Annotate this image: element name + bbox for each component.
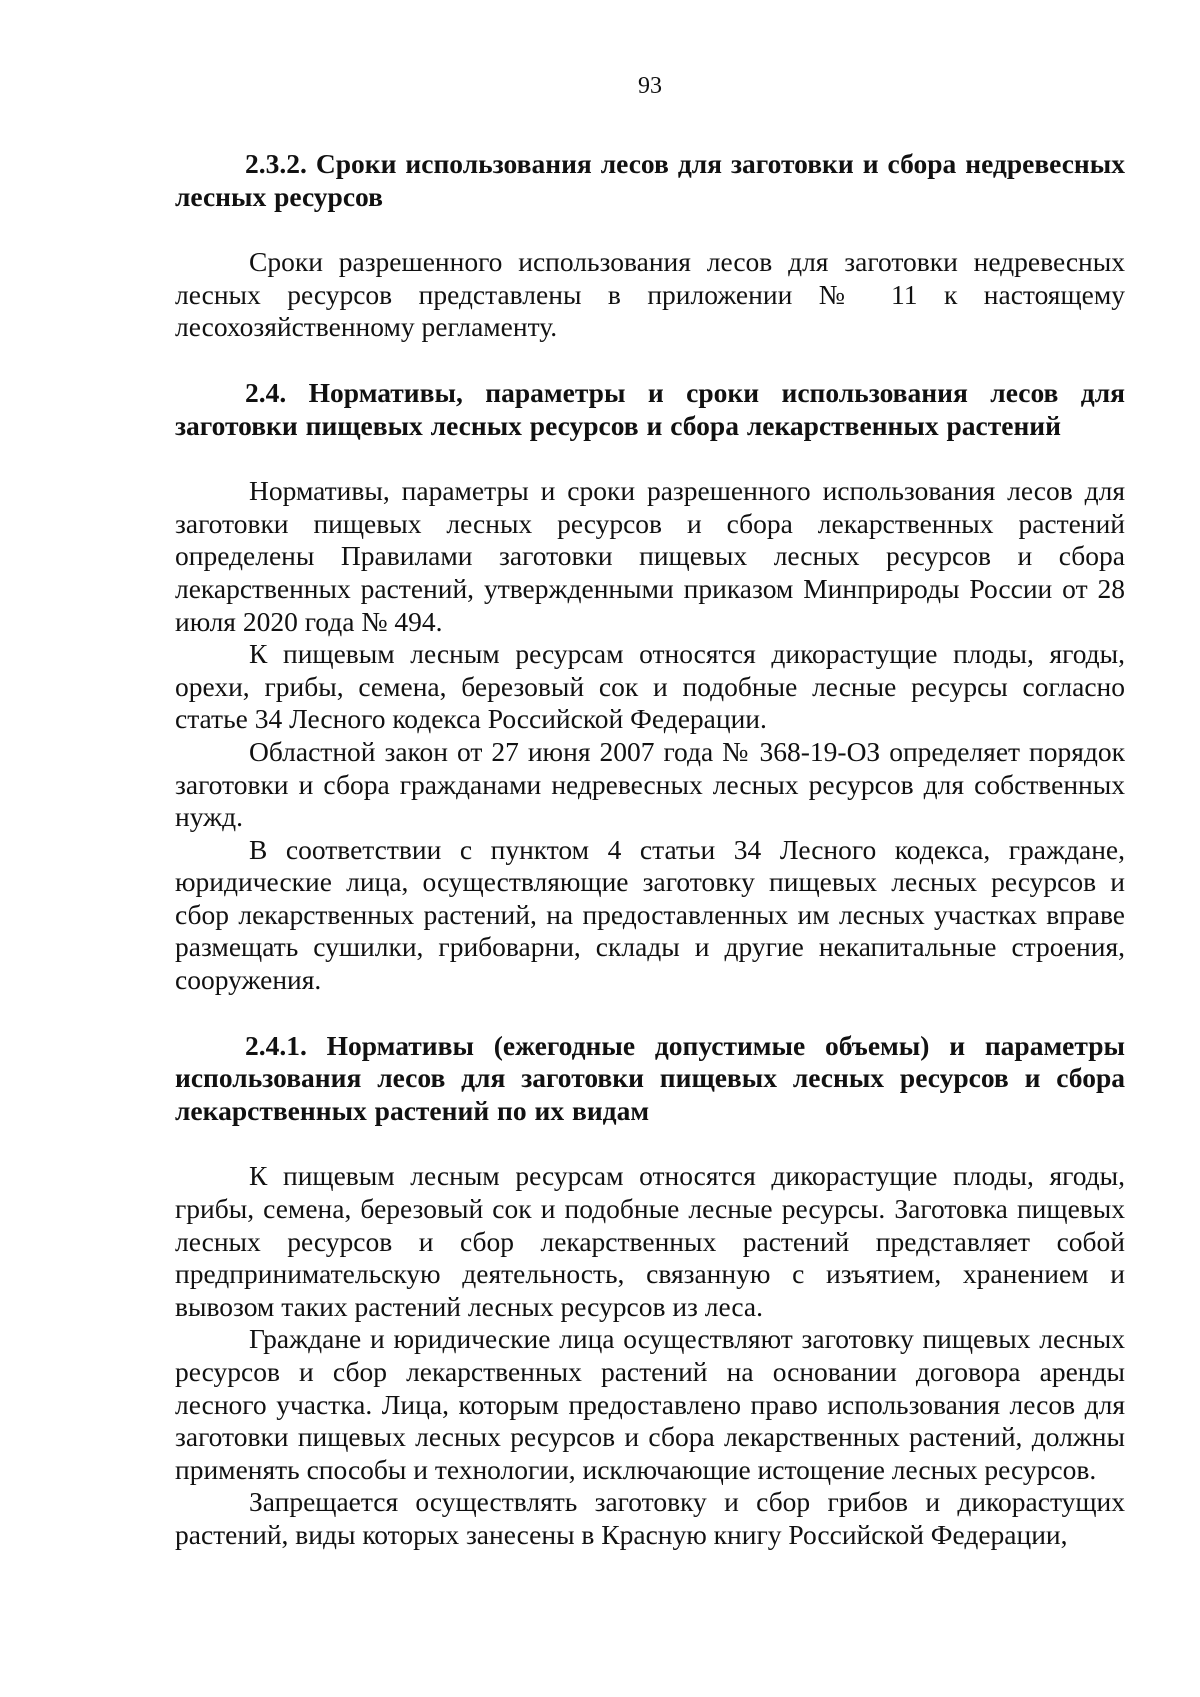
paragraph: Нормативы, параметры и сроки разрешенного использования лесов для заготовки пищевых лесных ресурсов и сбора лекарственных растений определены Правилами заготовки пищевых лесных ресурсов и сбора лекарственных растений, утвержденными приказом Минприроды России от 28 июля 2020 года № 494.	[175, 475, 1125, 637]
paragraph: В соответствии с пунктом 4 статьи 34 Лесного кодекса, граждане, юридические лица, осуществляющие заготовку пищевых лесных ресурсов и сбор лекарственных растений, на предоставленных им лесных участках вправе размещать сушилки, грибоварни, склады и другие некапитальные строения, сооружения.	[175, 833, 1125, 996]
page-content	[175, 148, 1125, 1552]
paragraph: Граждане и юридические лица осуществляют заготовку пищевых лесных ресурсов и сбор лекарственных растений на основании договора аренды лесного участка. Лица, которым предоставлено право использования лесов для заготовки пищевых лесных ресурсов и сбора лекарственных растений, должны применять способы и технологии, исключающие истощение лесных ресурсов.	[175, 1323, 1125, 1485]
page-number: 93	[638, 73, 662, 99]
section-heading-2-4: 2.4. Нормативы, параметры и сроки использования лесов для заготовки пищевых лесных ресурсов и сбора лекарственных растений	[175, 376, 1125, 441]
section-2-3-2	[175, 148, 1125, 344]
paragraph: К пищевым лесным ресурсам относятся дикорастущие плоды, ягоды, грибы, семена, березовый сок и подобные лесные ресурсы. Заготовка пищевых лесных ресурсов и сбор лекарственных растений представляет собой предпринимательскую деятельность, связанную с изъятием, хранением и вывозом таких растений лесных ресурсов из леса.	[175, 1160, 1125, 1322]
paragraph: Областной закон от 27 июня 2007 года № 368-19-ОЗ определяет порядок заготовки и сбора гражданами недревесных лесных ресурсов для собственных нужд.	[175, 735, 1125, 833]
section-heading-2-4-1: 2.4.1. Нормативы (ежегодные допустимые объемы) и параметры использования лесов для заготовки пищевых лесных ресурсов и сбора лекарственных растений по их видам	[175, 1029, 1125, 1126]
paragraph: К пищевым лесным ресурсам относятся дикорастущие плоды, ягоды, орехи, грибы, семена, березовый сок и подобные лесные ресурсы согласно статье 34 Лесного кодекса Российской Федерации.	[175, 638, 1125, 735]
paragraph: Запрещается осуществлять заготовку и сбор грибов и дикорастущих растений, виды которых занесены в Красную книгу Российской Федерации,	[175, 1486, 1125, 1550]
section-heading-2-3-2: 2.3.2. Сроки использования лесов для заготовки и сбора недревесных лесных ресурсов	[175, 148, 1125, 212]
section-2-4-1	[175, 1030, 1125, 1552]
section-2-4	[175, 377, 1125, 997]
paragraph: Сроки разрешенного использования лесов для заготовки недревесных лесных ресурсов представлены в приложении № 11 к настоящему лесохозяйственному регламенту.	[175, 246, 1125, 343]
